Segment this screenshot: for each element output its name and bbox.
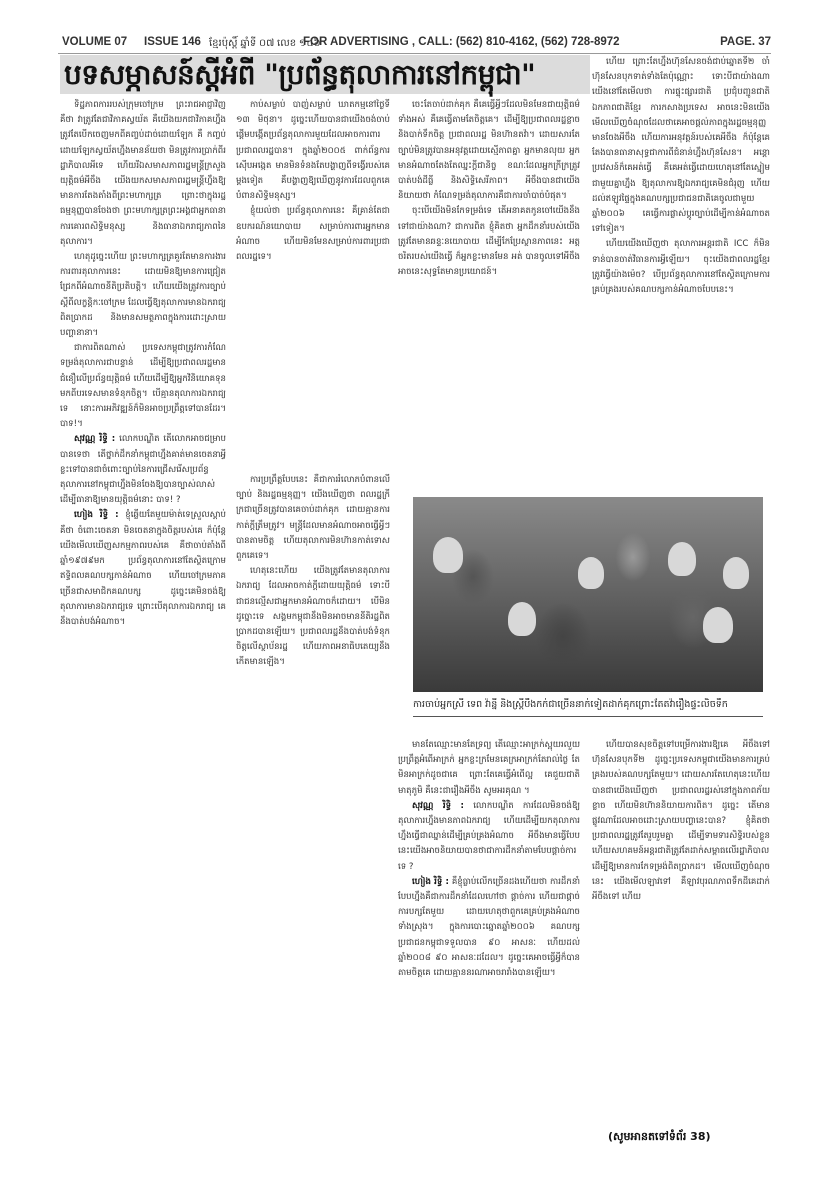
answer-paragraph — [398, 875, 580, 981]
photo-figure — [578, 557, 604, 589]
column-2-lower — [236, 473, 390, 1168]
column-3 — [592, 55, 770, 473]
question-paragraph — [398, 799, 580, 875]
speaker-label: សុវណ្ណ រិទ្ធិ : — [412, 800, 464, 811]
paragraph: កាប់សម្លាប់ បាញ់សម្លាប់ ឃាតកម្មនៅថ្ងៃទី ១៣ មិថុនា។ ដូច្នេះហើយបានជាយើងចង់ចាប់ផ្ដើមបង្កើតប្រព័ន្ធតុលាការមួយដែលអាចការពារប្រជាពលរដ្ឋបាន។ ក្នុងឆ្នាំ២០០៥ ពាក់ព័ន្ធការស៊ើបអង្កេត មានមិនទំនងតែបង្ហាញពីទង្វើរបស់គេម្ដងទៀត គឺបង្ហាញឱ្យឃើញនូវការដែលពួកគេបំពានសិទ្ធិមនុស្ស។ — [236, 100, 390, 202]
volume-label: VOLUME 07 — [62, 36, 128, 48]
paragraph: ជាការពិតណាស់ ប្រទេសកម្ពុជាត្រូវការកំណែទម្រង់តុលាការជាបន្ទាន់ ដើម្បីឱ្យប្រជាពលរដ្ឋមានជំនឿលើប្រព័ន្ធយុត្តិធម៌ ហើយដើម្បីឱ្យអ្នកវិនិយោគទុនមកពីបរទេសមានទំនុកចិត្ត។ បើគ្មានតុលាការឯករាជ្យទេ នោះការអភិវឌ្ឍន៍ក៏មិនអាចប្រព្រឹត្តទៅបានដែរ។ បាទ!។ — [60, 343, 226, 430]
column-2b-upper — [398, 98, 580, 473]
speaker-label: ហៀង រិទ្ធិ : — [74, 510, 119, 521]
column-3-lower — [592, 738, 770, 1118]
page-number: PAGE. 37 — [720, 36, 771, 48]
headline-band — [60, 55, 590, 94]
question-text: លោកបណ្ឌិត ការដែលមិនចង់ឱ្យតុលាការហ្នឹងមានភាពឯករាជ្យ ហើយដើម្បីយកតុលាការហ្នឹងធ្វើជាឈ្នាន់ដើម្បីគ្រប់គ្រងអំណាច អីចឹងមានធ្វើបែបនេះយើងអាចនិយាយបានថាជាការដឹកនាំតាមបែបផ្ដាច់ការទេ ? — [398, 800, 580, 872]
photo-figure — [508, 602, 536, 636]
photo-figure — [433, 537, 463, 573]
question-paragraph — [60, 432, 226, 508]
answer-paragraph — [60, 508, 226, 630]
paragraph: ការប្រព្រឹត្តបែបនេះ គឺជាការរំលោភបំពានលើច្បាប់ និងរដ្ឋធម្មនុញ្ញ។ យើងឃើញថា ពលរដ្ឋក្រីក្រជាច្រើនត្រូវបានគេចាប់ដាក់គុក ដោយគ្មានការកាត់ក្ដីត្រឹមត្រូវ។ មន្ត្រីដែលមានអំណាចអាចធ្វើអ្វីៗបានតាមចិត្ត ហើយតុលាការមិនហ៊ានកាត់ទោសពួកគេទេ។ — [236, 475, 390, 562]
answer-text: គឺខ្ញុំធ្លាប់លើកច្រើនដងហើយថា ការដឹកនាំបែបហ្នឹងគឺជាការដឹកនាំដែលហៅថា ផ្ដាច់ការ ហើយជាផ្ដាច់ការបក្សតែមួយ ដោយហេតុថាពួកគេគ្រប់គ្រងអំណាចទាំងស្រុង។ ក្នុងការបោះឆ្នោតឆ្នាំ២០០៦ គណបក្សប្រជាជនកម្ពុជាទទួលបាន ៩០ អាសនៈ ហើយដល់ឆ្នាំ២០០៨ ៩០ អាសនៈដដែល។ ដូច្នេះគេអាចធ្វើអ្វីក៏បានតាមចិត្តគេ ដោយគ្មាននរណាអាចរារាំងបានឡើយ។ — [398, 876, 580, 979]
khmer-issue-label: ខ្មែរប៉ុស្តិ៍ ឆ្នាំទី ០៧ លេខ ១៤៦ — [209, 38, 321, 49]
photo-caption: ការចាប់អ្នកស្រី ទេព វ៉ាន្នី និងស្ត្រីបឹងកក់ជាច្រើននាក់ទៀតដាក់គុកព្រោះតែតវ៉ារឿងផ្ទះលិចទឹក — [413, 698, 763, 717]
paragraph: ហេតុនេះហើយ យើងត្រូវតែមានតុលាការឯករាជ្យ ដែលអាចកាត់ក្ដីដោយយុត្តិធម៌ ទោះបីជាជនល្មើសជាអ្នកមានអំណាចក៏ដោយ។ បើមិនដូច្នោះទេ សង្គមកម្ពុជានឹងមិនអាចមាននីតិរដ្ឋពិតប្រាកដបានឡើយ។ ប្រជាពលរដ្ឋនឹងបាត់បង់ទំនុកចិត្តលើស្ថាប័នរដ្ឋ ហើយភាពអនាធិបតេយ្យនឹងកើតមានឡើង។ — [236, 566, 390, 668]
photo-figure — [668, 542, 696, 576]
masthead-bar — [58, 33, 771, 54]
paragraph: ហើយយើងឃើញថា តុលាការអន្តរជាតិ ICC ក៏មិនទាន់បានចាត់វិធានការអ្វីឡើយ។ ចុះយើងជាពលរដ្ឋខ្មែរ ត្រូវធ្វើយ៉ាងម៉េច? បើប្រព័ន្ធតុលាការនៅតែស្ថិតក្រោមការគ្រប់គ្រងរបស់គណបក្សកាន់អំណាចបែបនេះ។ — [592, 239, 770, 296]
paragraph: ទិដ្ឋភាពការរបស់ក្រុមចៅក្រម ព្រះរាជអាជ្ញាវិញ គឺថា វាត្រូវតែជាវិភាគស្វយ័ត គឺយើងយកជាវិភាគហ្នឹង ត្រូវតែបើកចេញមកពីគញ្ចប់ដាច់ដោយឡែក គឺ កញ្ចប់ដោយឡែកស្វយ័តហ្នឹងមានន័យថា មិនត្រូវការប្រាក់ពីរដ្ឋាភិបាលអីទេ ហើយរីឯសមាសភាពរដ្ឋមន្ត្រីក្រសួងយុត្តិធម៌អីចឹង យើងយកសមាសភាពរដ្ឋមន្ត្រីហ្នឹងឱ្យមានការតែងតាំងពីព្រះមហាក្សត្រ ព្រោះថាក្នុងរដ្ឋធម្មនុញ្ញបានចែងថា ព្រះមហាក្សត្រព្រះអង្គជាអ្នកធានាការគោរពសិទ្ធិមនុស្ស និងធានាឯករាជ្យភាពនៃតុលាការ។ — [60, 100, 226, 247]
column-2b-lower — [398, 738, 580, 1168]
speaker-label: សុវណ្ណ រិទ្ធិ : — [74, 434, 116, 445]
answer-text: ខ្ញុំឆ្លើយតែមួយម៉ាត់ទេស្រួលស្ដាប់ គឺថា ចំពោះចេតនា មិនចេតនាក្នុងចិត្តរបស់គេ ក៏ប៉ុន្តែយើងមើលឃើញសកម្មភាពរបស់គេ គឺថាចាប់តាំងពីឆ្នាំ១៩៧៩មក ប្រព័ន្ធតុលាការនៅតែស្ថិតក្រោមឥទ្ធិពលគណបក្សកាន់អំណាច ហើយចៅក្រមភាគច្រើនជាសមាជិកគណបក្ស ដូច្នេះគេមិនចង់ឱ្យតុលាការមានឯករាជ្យទេ ព្រោះបើតុលាការឯករាជ្យ គេនឹងបាត់បង់អំណាច។ — [60, 510, 226, 627]
photo-figure — [723, 557, 749, 589]
column-2 — [236, 98, 390, 473]
advertising-contact: FOR ADVERTISING , CALL: (562) 810-4162, (562) 728-8972 — [303, 36, 620, 48]
speaker-label: ហៀង រិទ្ធិ : — [412, 876, 449, 887]
paragraph: ហើយ ព្រោះតែហ្នឹងហ៊ុនសែនចង់ជាប់ឆ្នោតទី២ ចាំហ៊ុនសែនបុកទាត់ទាំងតែប៉ុណ្ណោះ ទោះបីជាយ៉ាងណា យើងនៅតែមើលថា ការផ្ទុះផ្សារជាតិ ប្រជុំបញ្ជូនជាតិឯកភាពជាតិខ្មែរ ការកសាងប្រទេស អាចនេះមិនយើងមើលឃើញចំណុចដែលថាគេអាចផ្តល់ភាពក្នុងរដ្ឋធម្មនុញ្ញមានចែងអីចឹង ហើយការអនុវត្តន៍របស់គេអីចឹង ក៏ប៉ុន្តែគេតែងបានធានាសុទ្ធជាការពីជំនាន់ហ្នឹងហ៊ុនសែន។ អន្តោប្រវេសន៍ក៏គេអត់ធ្វើ គឺគេអត់ធ្វើដោយហេតុនៅតែស្នៀមជាមួយគ្នាហ្នឹង ឱ្យតុលាការឱ្យឯករាជ្យគេមិនជំរុញ ហើយដល់ឥឡូវផ្ទៃក្នុងគណបក្សប្រជាជនជាតិគេចូលជាមួយឆ្នាំ២០០៦ គេធ្វើការផ្លាស់ប្ដូរច្បាប់ដើម្បីកាន់អំណាចតទៅទៀត។ — [592, 57, 770, 235]
issue-label: ISSUE 146 — [144, 36, 201, 48]
question-text: លោកបណ្ឌិត តើលោកអាចជម្រាបបានទេថា តើថ្នាក់ដឹកនាំកម្ពុជាហ្នឹងគាត់មានចេតនាអ្វីខ្លះទៅបានជាចំពោះច្បាប់នៃការជ្រើសរើសប្រព័ន្ធតុលាការនៅកម្ពុជាហ្នឹងមិនចែងឱ្យបានច្បាស់លាស់ដើម្បីធានាឱ្យមានយុត្តិធម៌នោះ បាទ! ? — [60, 434, 226, 506]
photo-figure — [703, 607, 733, 643]
paragraph: ហើយបានសុខចិត្តទៅបម្រើការងារឱ្យគេ អីចឹងទៅហ៊ុនសែនបុកទី២ ដូច្នេះប្រទេសកម្ពុជាយើងមានការគ្រប់គ្រងរបស់គណបក្សតែមួយ។ ដោយសារតែហេតុនេះហើយបានជាយើងឃើញថា ប្រជាពលរដ្ឋរស់នៅក្នុងភាពភ័យខ្លាច ហើយមិនហ៊ាននិយាយការពិត។ ដូច្នេះ តើមានផ្លូវណាដែលអាចដោះស្រាយបញ្ហានេះបាន? ខ្ញុំគិតថា ប្រជាពលរដ្ឋត្រូវតែរួបរួមគ្នា ដើម្បីទាមទារសិទ្ធិរបស់ខ្លួន ហើយសហគមន៍អន្តរជាតិត្រូវតែដាក់សម្ពាធលើរដ្ឋាភិបាល ដើម្បីឱ្យមានការកែទម្រង់ពិតប្រាកដ។ មើលឃើញចំណុចនេះ យើងមើលឡាវទៅ គឺឡាវបុរណភាពទឹកដីគេដាក់អីចឹងទៅ ហើយ — [592, 740, 770, 903]
paragraph: ចុះបើយើងមិនកែទម្រង់ទេ តើអនាគតកូនចៅយើងនឹងទៅជាយ៉ាងណា? ជាការពិត ខ្ញុំគិតថា អ្នកដឹកនាំរបស់យើងត្រូវតែមានឆន្ទៈនយោបាយ ដើម្បីកែប្រែស្ថានភាពនេះ អត្តចរិតរបស់យើងធ្វើ ក៏អ្នកខ្លះមានមែន អត់ បានចូលទៅអីចឹង អាចនេះសុទ្ធតែមានប្រយោជន៍។ — [398, 206, 580, 278]
paragraph: មានតែឈ្មោះមានតែទ្រព្យ តើឈ្មោះអាក្រក់ស្អុយរលួយ ប្រព្រឹត្តអំពើអាក្រក់ អ្នកខ្លះក្រមែនគេក្រអាក្រក់តែរាល់ថ្ងៃ តែមិនអាក្រក់ដូចជាគេ ព្រោះតែគេធ្វើអំពើល្អ គេជួយជាតិមាតុភូមិ គឺនេះជារឿងអីចឹង សូមអរគុណ ។ — [398, 740, 580, 796]
news-photo — [413, 497, 763, 692]
article-title: បទសម្ភាសន៍ស្ដីអំពី "ប្រព័ន្ធតុលាការនៅកម្ពុជា" — [64, 58, 536, 91]
column-1 — [60, 98, 226, 1168]
paragraph: ហេតុដូច្នេះហើយ ព្រះមហាក្សត្រគួរតែមានការងារការពារតុលាការនេះ ដោយមិនឱ្យមានការជ្រៀតជ្រែកពីអំណាចនីតិប្រតិបត្តិ។ ហើយយើងត្រូវការច្បាប់ស្ដីពីលក្ខន្តិកៈចៅក្រម ដែលធ្វើឱ្យតុលាការមានឯករាជ្យពិតប្រាកដ និងមានសមត្ថភាពក្នុងការដោះស្រាយបញ្ហានានា។ — [60, 252, 226, 339]
paragraph: ខ្ញុំយល់ថា ប្រព័ន្ធតុលាការនេះ គឺគ្រាន់តែជាឧបករណ៍នយោបាយ សម្រាប់ការពារអ្នកមានអំណាច ហើយមិនមែនសម្រាប់ការពារប្រជាពលរដ្ឋទេ។ — [236, 206, 390, 263]
continued-notice: (សូមអានតទៅទំព័រ 38) — [608, 1130, 711, 1143]
paragraph: ចេះតែចាប់ដាក់គុក គឺគេធ្វើអ្វីៗដែលមិនមែនជាយុត្តិធម៌ទាំងអស់ គឺគេធ្វើតាមតែចិត្តគេ។ ដើម្បីឱ្យប្រជាពលរដ្ឋខ្លាចនិងបាក់ទឹកចិត្ត ប្រជាពលរដ្ឋ មិនហ៊ានតវ៉ា។ ដោយសារតែច្បាប់មិនត្រូវបានអនុវត្តដោយស្មើភាពគ្នា អ្នកមានលុយ អ្នកមានអំណាចតែងតែឈ្នះក្ដីជានិច្ច ខណៈដែលអ្នកក្រីក្រត្រូវបាត់បង់ដីធ្លី និងសិទ្ធិសេរីភាព។ អីចឹងបានជាយើងនិយាយថា កំណែទម្រង់តុលាការគឺជាការចាំបាច់បំផុត។ — [398, 100, 580, 202]
